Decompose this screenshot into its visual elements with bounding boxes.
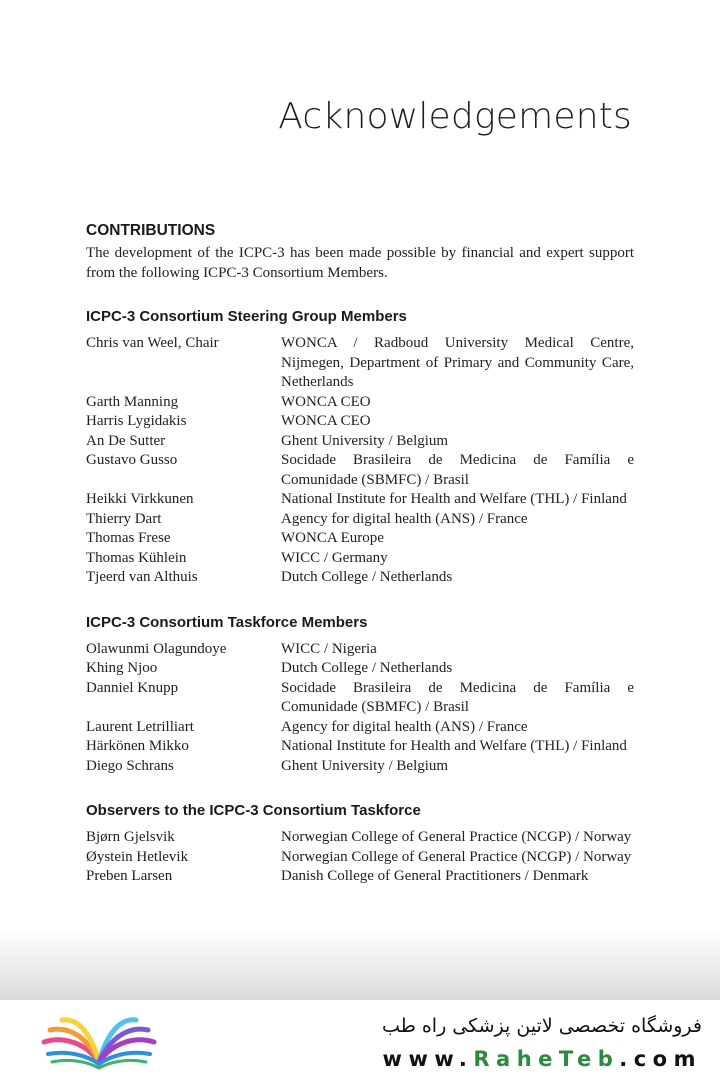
section-heading: ICPC-3 Consortium Taskforce Members bbox=[86, 613, 368, 631]
url-suffix: .com bbox=[619, 1047, 702, 1071]
member-affiliation: Agency for digital health (ANS) / France bbox=[281, 718, 528, 735]
member-affiliation: Dutch College / Netherlands bbox=[281, 660, 453, 676]
member-row bbox=[86, 848, 634, 868]
member-affiliation: WONCA Europe bbox=[281, 530, 384, 546]
url-prefix: www. bbox=[382, 1047, 474, 1071]
member-name: Heikki Virkkunen bbox=[86, 491, 194, 507]
member-name: Olawunmi Olagundoye bbox=[86, 640, 227, 657]
member-name: Harris Lygidakis bbox=[86, 413, 187, 429]
contributions-text: The development of the ICPC-3 has been made possible by financial and expert support from the following ICPC-3 Consortium Members. bbox=[86, 245, 634, 281]
member-name: Preben Larsen bbox=[86, 868, 173, 884]
acknowledgements-content bbox=[86, 222, 634, 887]
member-row bbox=[86, 737, 634, 757]
member-name: Bjørn Gjelsvik bbox=[86, 829, 175, 845]
member-affiliation: National Institute for Health and Welfare (THL) / Finland bbox=[281, 491, 627, 507]
member-name: Danniel Knupp bbox=[86, 679, 179, 696]
member-row bbox=[86, 718, 634, 738]
member-affiliation: Ghent University / Belgium bbox=[281, 432, 449, 449]
member-name: Øystein Hetlevik bbox=[86, 848, 189, 865]
url-brand: RaheTeb bbox=[473, 1047, 620, 1071]
member-name: Härkönen Mikko bbox=[86, 738, 189, 754]
member-name: Khing Njoo bbox=[86, 660, 158, 676]
member-name: Thomas Frese bbox=[86, 530, 171, 546]
member-name: An De Sutter bbox=[86, 432, 166, 449]
taskforce-section bbox=[86, 614, 634, 777]
section-heading: Observers to the ICPC-3 Consortium Taskforce bbox=[86, 802, 421, 819]
member-affiliation: WONCA CEO bbox=[281, 393, 371, 410]
member-affiliation: WONCA CEO bbox=[281, 413, 371, 429]
member-affiliation: Norwegian College of General Practice (NCGP) / Norway bbox=[281, 829, 632, 845]
member-name: Diego Schrans bbox=[86, 757, 174, 774]
member-affiliation: Agency for digital health (ANS) / France bbox=[281, 510, 528, 527]
member-row bbox=[86, 757, 634, 777]
member-row bbox=[86, 451, 634, 490]
member-name: Gustavo Gusso bbox=[86, 452, 178, 468]
observers-section bbox=[86, 802, 634, 887]
member-name: Garth Manning bbox=[86, 393, 179, 410]
section-heading: ICPC-3 Consortium Steering Group Members bbox=[86, 308, 407, 325]
member-name: Laurent Letrilliart bbox=[86, 718, 194, 735]
member-row bbox=[86, 659, 634, 679]
member-affiliation: WICC / Nigeria bbox=[281, 640, 377, 657]
contributions-heading: CONTRIBUTIONS bbox=[86, 222, 216, 239]
member-name: Tjeerd van Althuis bbox=[86, 569, 198, 585]
member-row bbox=[86, 568, 634, 588]
member-name: Thierry Dart bbox=[86, 510, 162, 527]
member-row bbox=[86, 549, 634, 569]
member-list bbox=[86, 640, 634, 777]
member-affiliation: WONCA / Radboud University Medical Centre, Nijmegen, Department of Primary and Community Care, Netherlands bbox=[281, 335, 634, 390]
member-affiliation: National Institute for Health and Welfare (THL) / Finland bbox=[281, 738, 627, 754]
member-list bbox=[86, 334, 634, 588]
member-row bbox=[86, 393, 634, 413]
member-affiliation: Socidade Brasileira de Medicina de Família e Comunidade (SBMFC) / Brasil bbox=[281, 452, 634, 488]
member-affiliation: Socidade Brasileira de Medicina de Família e Comunidade (SBMFC) / Brasil bbox=[281, 679, 634, 715]
store-name: فروشگاه تخصصی لاتین پزشکی راه طب bbox=[382, 1015, 702, 1037]
member-row bbox=[86, 828, 634, 848]
steering-group-section bbox=[86, 308, 634, 588]
member-row bbox=[86, 529, 634, 549]
member-affiliation: Dutch College / Netherlands bbox=[281, 569, 453, 585]
member-name: Chris van Weel, Chair bbox=[86, 335, 219, 351]
member-name: Thomas Kühlein bbox=[86, 549, 187, 566]
member-row bbox=[86, 334, 634, 393]
member-affiliation: WICC / Germany bbox=[281, 549, 388, 566]
open-book-logo-icon bbox=[40, 1014, 158, 1070]
member-row bbox=[86, 640, 634, 660]
page-bottom-shadow bbox=[0, 930, 720, 1000]
member-row bbox=[86, 867, 634, 887]
member-affiliation: Norwegian College of General Practice (NCGP) / Norway bbox=[281, 848, 632, 865]
watermark-footer bbox=[0, 1000, 720, 1080]
member-affiliation: Danish College of General Practitioners / Denmark bbox=[281, 868, 589, 884]
member-row bbox=[86, 679, 634, 718]
member-row bbox=[86, 510, 634, 530]
member-row bbox=[86, 432, 634, 452]
member-affiliation: Ghent University / Belgium bbox=[281, 757, 449, 774]
member-list bbox=[86, 828, 634, 887]
store-url[interactable] bbox=[383, 1047, 702, 1071]
member-row bbox=[86, 490, 634, 510]
member-row bbox=[86, 412, 634, 432]
page-title: Acknowledgements bbox=[278, 96, 632, 137]
